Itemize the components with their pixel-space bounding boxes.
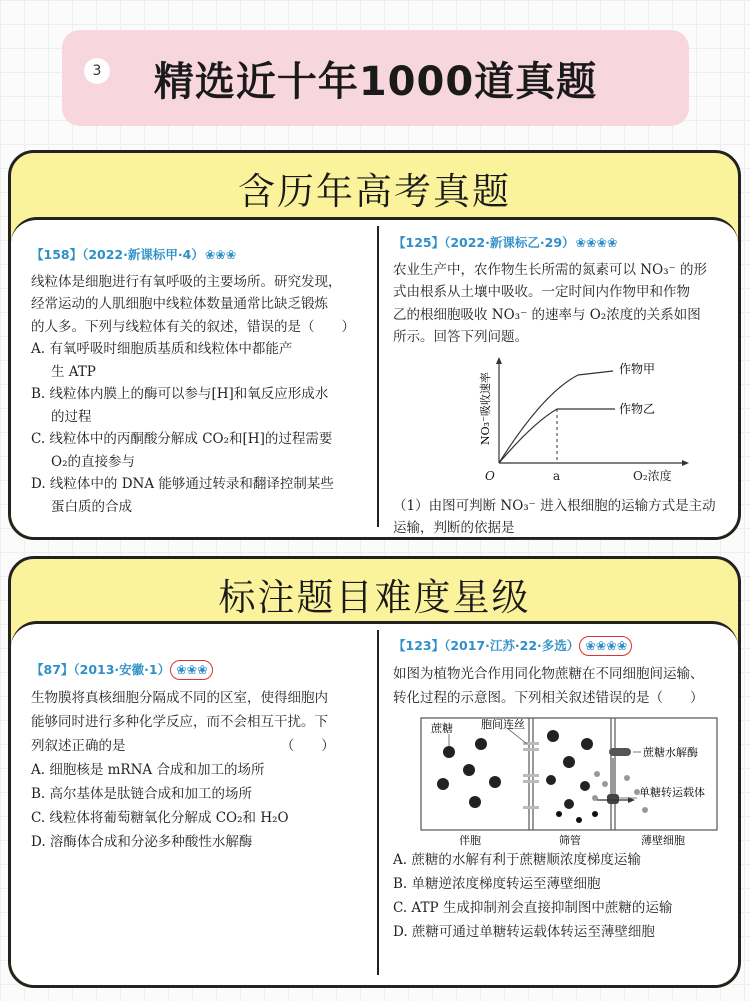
section-panel [11, 217, 738, 537]
top-banner [62, 30, 689, 126]
question-line: 农业生产中，农作物生长所需的氮素可以 NO₃⁻ 的形 [393, 261, 707, 278]
option-a: A. 蔗糖的水解有利于蔗糖顺浓度梯度运输 [393, 852, 641, 868]
section-difficulty [8, 556, 741, 988]
label-sucrose: 蔗糖 [431, 722, 453, 735]
question-line: 如图为植物光合作用同化物蔗糖在不同细胞间运输、 [393, 666, 704, 682]
x-tick-a: a [553, 468, 561, 483]
banner-number-badge: 3 [84, 58, 110, 84]
option-a: A. 细胞核是 mRNA 合成和加工的场所 [31, 762, 265, 778]
question-123 [393, 634, 737, 944]
option-c: C. 线粒体将葡萄糖氧化分解成 CO₂和 H₂O [31, 810, 289, 826]
series-crop-a-line [499, 371, 613, 463]
difficulty-stars: ❀❀❀❀ [575, 235, 618, 250]
question-line: 所示。回答下列问题。 [393, 329, 528, 345]
sucrose-transport-diagram [419, 714, 719, 846]
x-axis-label: O₂浓度 [633, 468, 672, 483]
option-d: D. 溶酶体合成和分泌多种酸性水解酶 [31, 834, 253, 850]
column-divider [377, 630, 379, 975]
column-divider [377, 226, 379, 527]
question-line: 线粒体是细胞进行有氧呼吸的主要场所。研究发现， [31, 273, 342, 290]
label-sucrase: 蔗糖水解酶 [643, 746, 698, 759]
option-d: D. 蔗糖可通过单糖转运载体转运至薄壁细胞 [393, 924, 655, 940]
section-heading: 含历年高考真题 [238, 170, 511, 213]
difficulty-stars: ❀❀❀ [204, 247, 237, 262]
label-plasmodesmata: 胞间连丝 [481, 718, 525, 731]
option-c-cont: O₂的直接参与 [51, 453, 135, 470]
section-past-exams [8, 150, 741, 540]
absorption-rate-chart [393, 353, 713, 471]
option-c: C. 线粒体中的丙酮酸分解成 CO₂和[H]的过程需要 [31, 431, 333, 447]
label-parenchyma-cell: 薄壁细胞 [641, 834, 685, 846]
option-a: A. 有氧呼吸时细胞质基质和线粒体中都能产 [31, 341, 293, 357]
option-b-cont: 的过程 [51, 408, 92, 425]
question-line: 生物膜将真核细胞分隔成不同的区室，使得细胞内 [31, 690, 328, 706]
sub-question-1: （1）由图可判断 NO₃⁻ 进入根细胞的运输方式是主动 [393, 497, 716, 514]
question-line: 能够同时进行多种化学反应，而不会相互干扰。下 [31, 714, 328, 730]
y-axis-arrow [496, 357, 502, 364]
sub-question-1-cont: 运输，判断的依据是 [393, 517, 733, 540]
chart-axis-labels [393, 468, 733, 491]
section-heading: 标注题目难度星级 [218, 576, 531, 619]
question-header: 【125】（2022·新课标乙·29）❀❀❀❀ [393, 235, 618, 250]
option-d-cont: 蛋白质的合成 [51, 498, 132, 515]
series-label-crop-a: 作物甲 [619, 361, 656, 376]
question-header: 【158】（2022·新课标甲·4）❀❀❀ [31, 247, 237, 262]
question-125 [393, 232, 733, 540]
question-header: 【123】（2017·江苏·22·多选） ❀❀❀❀ [393, 634, 737, 658]
question-line: 经常运动的人肌细胞中线粒体数量通常比缺乏锻炼 [31, 296, 328, 312]
question-header: 【87】（2013·安徽·1） ❀❀❀ [31, 658, 373, 682]
x-axis-arrow [682, 460, 689, 466]
y-axis-label: NO₃⁻吸收速率 [479, 371, 492, 445]
question-158 [31, 244, 373, 518]
option-d: D. 线粒体中的 DNA 能够通过转录和翻译控制某些 [31, 476, 334, 492]
label-companion-cell: 伴胞 [459, 834, 481, 846]
option-b: B. 高尔基体是肽链合成和加工的场所 [31, 786, 253, 802]
option-b: B. 线粒体内膜上的酶可以参与[H]和氧反应形成水 [31, 386, 329, 402]
difficulty-stars-circled: ❀❀❀❀ [579, 636, 632, 656]
question-line: 乙的根细胞吸收 NO₃⁻ 的速率与 O₂浓度的关系如图 [393, 306, 701, 323]
option-c: C. ATP 生成抑制剂会直接抑制图中蔗糖的运输 [393, 900, 673, 916]
question-line: 的人多。下列与线粒体有关的叙述，错误的是（ ） [31, 318, 355, 335]
option-b: B. 单糖逆浓度梯度转运至薄壁细胞 [393, 876, 601, 892]
answer-blank [515, 526, 705, 540]
series-label-crop-b: 作物乙 [619, 401, 656, 416]
section-panel [11, 621, 738, 985]
label-sieve-tube: 筛管 [559, 834, 581, 846]
origin-label: O [485, 468, 495, 483]
banner-title: 精选近十年1000道真题 [153, 58, 598, 105]
question-line: 式由根系从土壤中吸收。一定时间内作物甲和作物 [393, 284, 690, 300]
option-a-cont: 生 ATP [51, 363, 96, 380]
question-87 [31, 658, 373, 854]
question-line: 转化过程的示意图。下列相关叙述错误的是（ ） [393, 690, 704, 706]
question-line: 列叙述正确的是 （ ） [31, 738, 335, 754]
difficulty-stars-circled: ❀❀❀ [170, 660, 212, 680]
label-monosaccharide-transporter: 单糖转运载体 [639, 786, 705, 799]
